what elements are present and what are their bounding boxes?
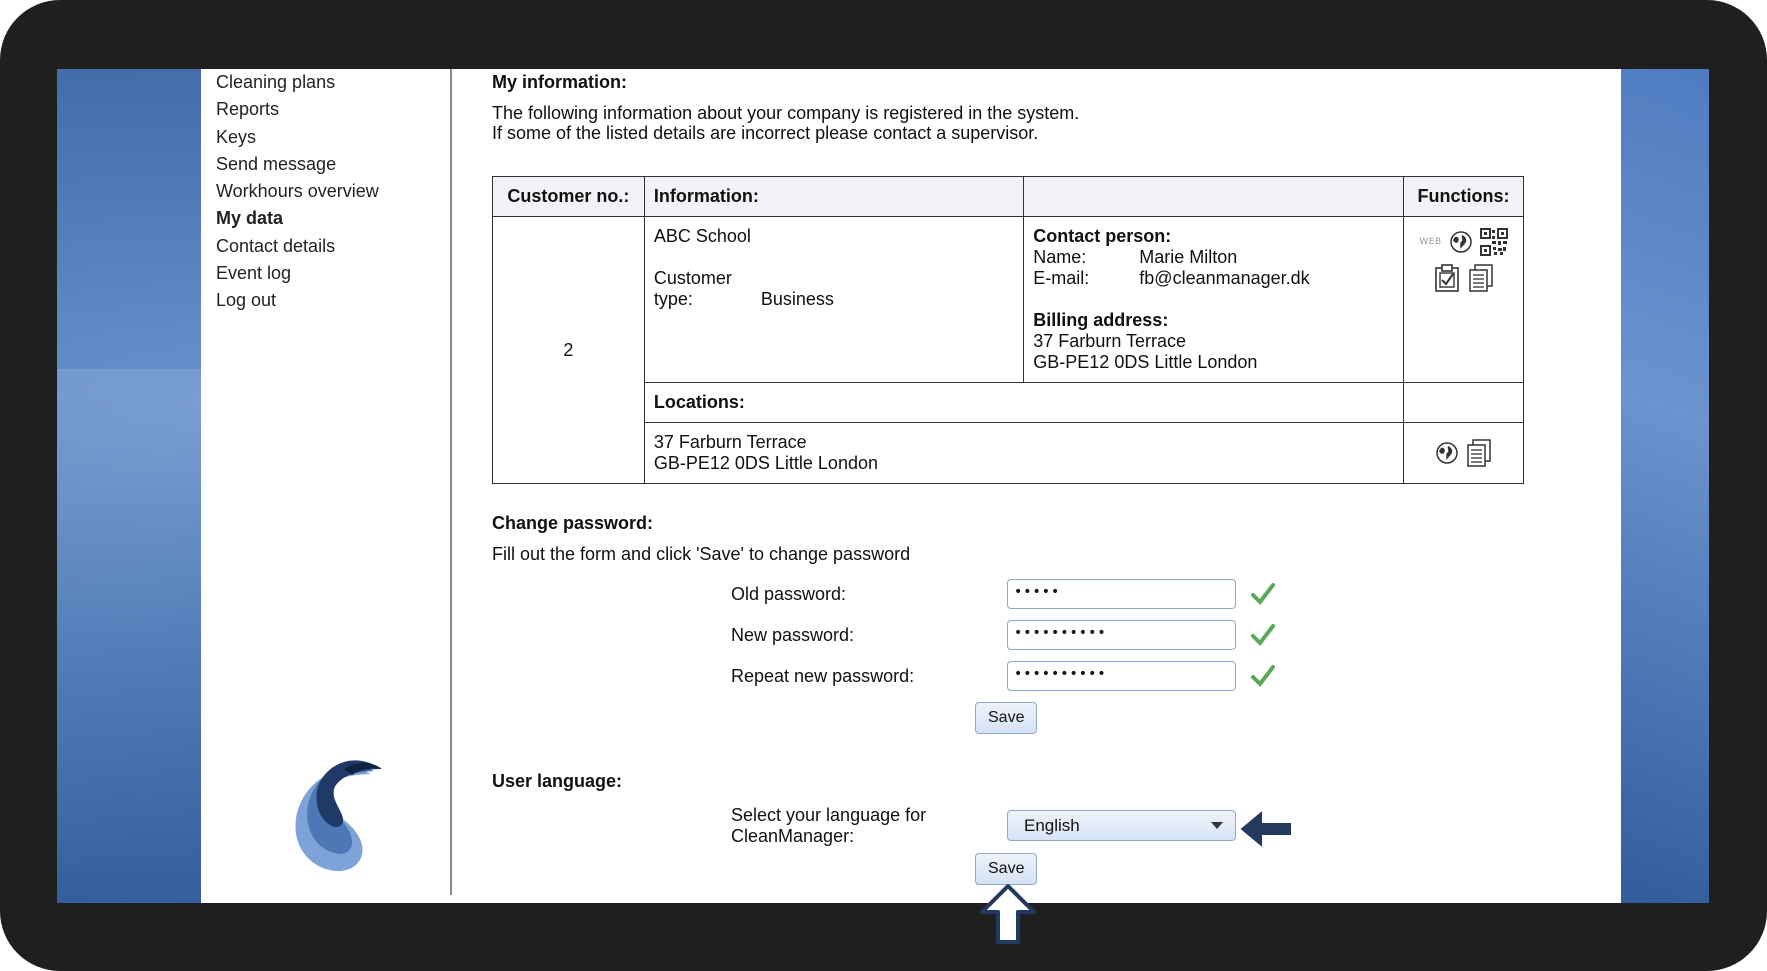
locations-functions-blank [1404,383,1524,423]
desktop-background [57,69,1709,903]
location-line-1: 37 Farburn Terrace [653,432,807,452]
user-language-heading: User language: [492,771,623,791]
billing-line-1: 37 Farburn Terrace [1033,331,1187,351]
documents-icon[interactable] [1468,264,1494,292]
customer-type-label-2: type: [653,289,693,309]
checklist-clipboard-icon[interactable] [1434,264,1460,292]
location-globe-icon[interactable] [1436,442,1458,464]
location-cell [644,423,1403,484]
contact-cell [1024,217,1404,383]
functions-cell [1404,217,1524,383]
nav-event-log[interactable]: Event log [216,263,292,284]
nav-cleaning-plans[interactable]: Cleaning plans [216,72,336,92]
nav-workhours-overview[interactable]: Workhours overview [216,181,379,202]
intro-line-1: The following information about your company is registered in the system. [492,103,1080,123]
language-select[interactable] [1007,810,1236,841]
my-information-heading: My information: [492,72,627,92]
language-label-line-1: Select your language for [731,805,927,825]
email-label: E-mail: [1033,268,1090,288]
nav-my-data[interactable]: My data [216,208,284,229]
company-info-cell [644,217,1023,383]
nav-send-message[interactable]: Send message [216,153,337,174]
new-password-label: New password: [731,624,855,645]
globe-icon[interactable] [1450,231,1472,253]
col-header-information: Information: [644,177,1023,217]
location-documents-icon[interactable] [1466,439,1492,467]
intro-line-2: If some of the listed details are incorrect please contact a supervisor. [492,123,1039,143]
language-label [731,805,926,847]
change-password-instructions: Fill out the form and click 'Save' to change password [492,544,911,564]
new-password-input[interactable]: •••••••••• [1007,620,1236,650]
save-password-button[interactable]: Save [975,702,1037,734]
company-name: ABC School [653,226,751,246]
col-header-customer-no: Customer no.: [493,177,645,217]
customer-number: 2 [493,217,645,484]
main-content [492,69,1602,903]
repeat-password-check-icon [1250,663,1276,689]
web-icon[interactable]: WEB [1419,236,1442,247]
email-value: fb@cleanmanager.dk [1139,268,1310,288]
customer-type-value: Business [760,289,834,309]
col-header-functions: Functions: [1404,177,1524,217]
location-line-2: GB-PE12 0DS Little London [653,453,878,473]
language-selected-value: English [1024,815,1080,835]
sidebar [201,69,452,895]
qr-code-icon[interactable] [1480,228,1508,256]
old-password-check-icon [1250,581,1276,607]
col-header-blank [1024,177,1404,217]
old-password-label: Old password: [731,583,847,604]
up-arrow-annotation-icon [980,884,1036,944]
app-page [201,69,1621,903]
repeat-password-input[interactable]: •••••••••• [1007,661,1236,691]
customer-type-label: Customer [653,268,732,288]
location-functions-cell [1404,423,1524,484]
old-password-input[interactable]: ••••• [1007,579,1236,609]
cleanmanager-logo-icon [256,729,416,889]
left-arrow-annotation-icon [1237,806,1295,852]
save-language-button[interactable]: Save [975,853,1037,885]
nav-reports[interactable]: Reports [216,99,280,120]
name-value: Marie Milton [1139,247,1238,267]
repeat-password-label: Repeat new password: [731,665,915,686]
new-password-check-icon [1250,622,1276,648]
nav-log-out[interactable]: Log out [216,290,277,311]
customer-info-table [492,176,1524,484]
nav-contact-details[interactable]: Contact details [216,235,336,256]
locations-heading: Locations: [644,383,1403,423]
nav-keys[interactable]: Keys [216,126,257,147]
language-label-line-2: CleanManager: [731,826,855,846]
name-label: Name: [1033,247,1087,267]
billing-heading: Billing address: [1033,310,1169,330]
billing-line-2: GB-PE12 0DS Little London [1033,352,1258,372]
chevron-down-icon [1211,822,1223,830]
sidebar-nav [201,69,450,315]
contact-heading: Contact person: [1033,226,1172,246]
change-password-heading: Change password: [492,513,654,533]
